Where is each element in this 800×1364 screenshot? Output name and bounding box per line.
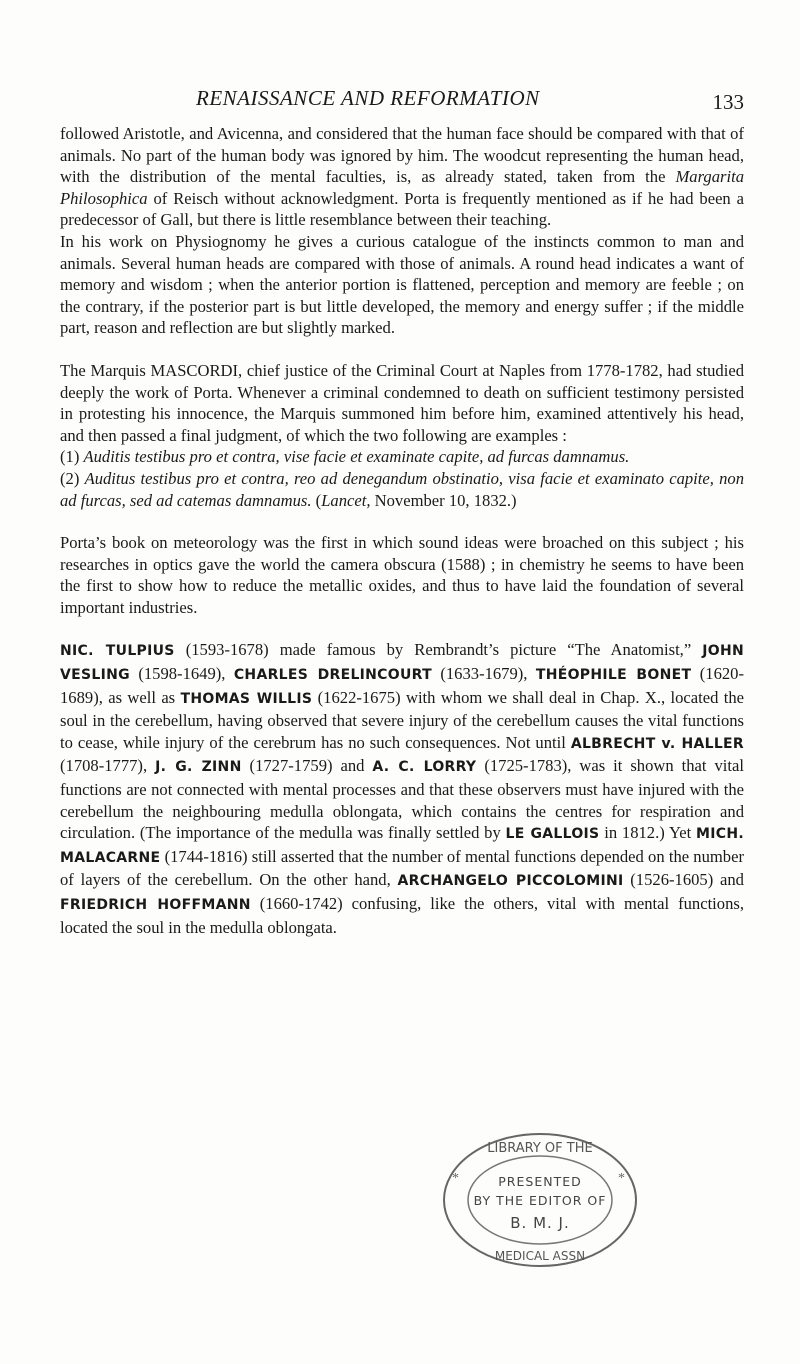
text-segment: (1744-1816) still asserted that the number of mental functions depended on the number of layers of the cerebellum. On the other hand,: [60, 846, 744, 890]
example-1: [60, 446, 744, 468]
citation-journal: Lancet,: [321, 490, 371, 510]
text-segment: (1633-1679),: [431, 664, 536, 684]
text-segment: (1593-1678) made famous by Rembrandt’s picture “The Anatomist,”: [174, 640, 703, 660]
name-le-gallois: LE GALLOIS: [505, 826, 600, 843]
text-segment: (1598-1649),: [129, 664, 234, 684]
text-segment: (1725-1783), was it shown that vital functions are not connected with mental processes and that these observers must have injured with the cerebellum the neighbouring medulla oblongata, which contains the centres for respiration and circulation. (The importance of the medulla was finally settled by: [60, 756, 744, 843]
citation-date: November 10, 1832.): [370, 490, 517, 510]
svg-text:*: *: [452, 1171, 459, 1186]
name-malacarne: MICH. MALACARNE: [60, 826, 744, 866]
library-stamp: [440, 1130, 640, 1270]
name-willis: THOMAS WILLIS: [180, 690, 313, 707]
svg-text:*: *: [618, 1171, 625, 1186]
name-vesling: JOHN VESLING: [60, 643, 744, 684]
text-segment: (1526-1605) and: [623, 870, 744, 890]
example-2: [60, 468, 744, 511]
name-tulpius: NIC. TULPIUS: [60, 643, 175, 660]
name-zinn: J. G. ZINN: [155, 759, 242, 776]
paragraph-5: [60, 639, 744, 938]
paragraph-1-text: followed Aristotle, and Avicenna, and considered that the human face should be compared with that of animals. No part of the human body was ignored by him. The woodcut representing the human head, with the distribution of the mental faculties, is, as already stated, taken from the: [60, 124, 744, 187]
example-2-number: (2): [60, 468, 85, 488]
stamp-by-editor: BY THE EDITOR OF: [473, 1193, 607, 1208]
paragraph-4: Porta’s book on meteorology was the first in which sound ideas were broached on this subject ; his researches in optics gave the world the camera obscura (1588) ; in chemistry he seems to have been the first to show how to reduce the metallic oxides, and thus to have laid the foundation of several important industries.: [60, 533, 744, 617]
page-number: 133: [712, 90, 744, 114]
name-bonet: THÉOPHILE BONET: [535, 667, 692, 684]
stamp-ring-top: LIBRARY OF THE: [487, 1141, 593, 1156]
name-drelincourt: CHARLES DRELINCOURT: [233, 667, 432, 684]
citation-open: (: [311, 490, 322, 510]
paragraph-2: In his work on Physiognomy he gives a curious catalogue of the instincts common to man and animals. Several human heads are compared with those of animals. A round head indicates a want of memory and wisdom ; when the anterior portion is flattened, perception and memory are feeble ; on the contrary, if the posterior part is but little developed, the memory and energy suffer ; if the middle part, reason and reflection are but slightly marked.: [60, 231, 744, 338]
text-segment: (1622-1675) with whom we shall deal in Chap. X., located the soul in the cerebellum, having observed that severe injury of the cerebellum causes the vital functions to cease, while injury of the cerebrum has no such consequences. Not until: [60, 687, 745, 752]
name-haller: ALBRECHT v. HALLER: [570, 735, 744, 752]
paragraph-1: [60, 123, 744, 231]
running-head: [60, 86, 744, 116]
stamp-presented: PRESENTED: [498, 1174, 582, 1189]
text-segment: (1660-1742) confusing, like the others, vital with mental functions, located the soul in the medulla oblongata.: [60, 894, 744, 937]
example-1-number: (1): [60, 447, 84, 467]
text-segment: in 1812.) Yet: [599, 823, 697, 843]
name-hoffmann: FRIEDRICH HOFFMANN: [60, 897, 251, 913]
name-lorry: A. C. LORRY: [372, 759, 477, 776]
paragraph-1-text-end: of Reisch without acknowledgment. Porta is frequently mentioned as if he had been a predecessor of Gall, but there is little resemblance between their teaching.: [60, 188, 744, 230]
stamp-ring-bottom: MEDICAL ASSN: [494, 1249, 586, 1263]
body-text: [60, 123, 744, 938]
example-1-latin: Auditis testibus pro et contra, vise facie et examinate capite, ad furcas damnamus.: [83, 447, 630, 467]
running-title: RENAISSANCE AND REFORMATION: [196, 86, 540, 110]
text-segment: (1620-1689), as well as: [60, 664, 744, 707]
text-segment: (1708-1777),: [60, 756, 156, 776]
book-title-italic: Margarita Philosophica: [60, 167, 744, 208]
paragraph-3: The Marquis MASCORDI, chief justice of the Criminal Court at Naples from 1778-1782, had studied deeply the work of Porta. Whenever a criminal condemned to death on sufficient testimony persisted in protesting his innocence, the Marquis summoned him before him, examined attentively his head, and then passed a final judgment, of which the two following are examples :: [60, 360, 744, 445]
example-2-latin: Auditus testibus pro et contra, reo ad denegandum obstinatio, visa facie et examinato capite, non ad furcas, sed ad catemas damnamus.: [60, 468, 745, 510]
stamp-bmj: B. M. J.: [510, 1214, 570, 1232]
name-piccolomini: ARCHANGELO PICCOLOMINI: [397, 873, 624, 890]
text-segment: (1727-1759) and: [241, 756, 373, 776]
